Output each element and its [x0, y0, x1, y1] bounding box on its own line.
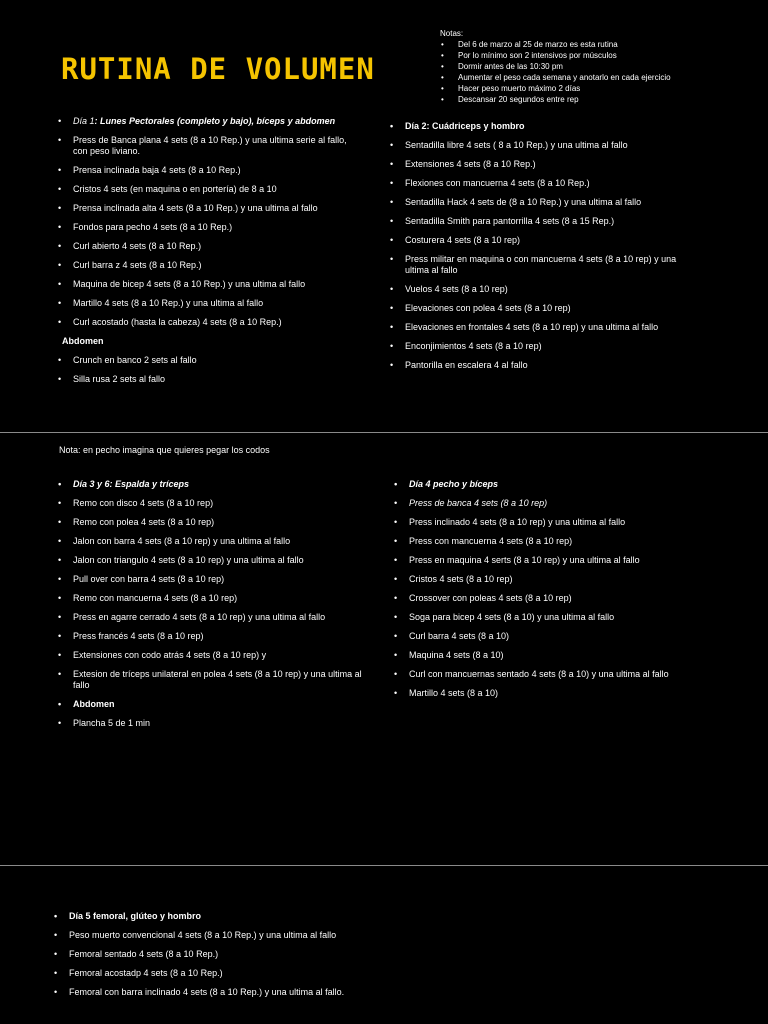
day1-day-label: Día 1 [73, 116, 95, 126]
list-item: • Extensiones 4 sets (8 a 10 Rep.) [389, 159, 699, 170]
note-item: • Aumentar el peso cada semana y anotarlo en cada ejercicio [440, 72, 671, 83]
day1-list [57, 116, 357, 385]
list-item: • Press francés 4 sets (8 a 10 rep) [57, 631, 362, 642]
list-item: • Vuelos 4 sets (8 a 10 rep) [389, 284, 699, 295]
day1-heading [57, 116, 357, 127]
list-item: • Silla rusa 2 sets al fallo [57, 374, 357, 385]
list-item: • Crunch en banco 2 sets al fallo [57, 355, 357, 366]
day4-heading: • Día 4 pecho y bíceps [393, 479, 723, 490]
list-item: • Remo con polea 4 sets (8 a 10 rep) [57, 517, 362, 528]
slide-2 [0, 433, 768, 865]
note-item: • Por lo mínimo son 2 intensivos por músculos [440, 50, 671, 61]
list-item: • Crossover con poleas 4 sets (8 a 10 rep) [393, 593, 723, 604]
list-item: • Press inclinado 4 sets (8 a 10 rep) y una ultima al fallo [393, 517, 723, 528]
day5-heading: • Día 5 femoral, glúteo y hombro [53, 911, 363, 922]
list-item: • Remo con disco 4 sets (8 a 10 rep) [57, 498, 362, 509]
list-item: • Plancha 5 de 1 min [57, 718, 362, 729]
notes-list [440, 39, 671, 105]
list-item: • Martillo 4 sets (8 a 10) [393, 688, 723, 699]
list-item: • Martillo 4 sets (8 a 10 Rep.) y una ultima al fallo [57, 298, 357, 309]
list-item: • Sentadilla Smith para pantorrilla 4 sets (8 a 15 Rep.) [389, 216, 699, 227]
list-item: • Flexiones con mancuerna 4 sets (8 a 10 Rep.) [389, 178, 699, 189]
day1-column [57, 116, 357, 393]
list-item: • Elevaciones con polea 4 sets (8 a 10 rep) [389, 303, 699, 314]
list-item: • Remo con mancuerna 4 sets (8 a 10 rep) [57, 593, 362, 604]
day2-column [389, 121, 699, 379]
note-item: • Descansar 20 segundos entre rep [440, 94, 671, 105]
list-item: • Press militar en maquina o con mancuerna 4 sets (8 a 10 rep) y una ultima al fallo [389, 254, 699, 276]
list-item: • Cristos 4 sets (en maquina o en portería) de 8 a 10 [57, 184, 357, 195]
list-item: • Soga para bicep 4 sets (8 a 10) y una ultima al fallo [393, 612, 723, 623]
list-item: • Costurera 4 sets (8 a 10 rep) [389, 235, 699, 246]
slide-3 [0, 866, 768, 1024]
list-item: • Press de Banca plana 4 sets (8 a 10 Rep.) y una ultima serie al fallo, con peso liviano. [57, 135, 357, 157]
day4-list [393, 479, 723, 699]
list-item: • Press en maquina 4 serts (8 a 10 rep) y una ultima al fallo [393, 555, 723, 566]
day5-column [53, 911, 363, 1006]
day5-list [53, 911, 363, 998]
note-item: • Hacer peso muerto máximo 2 días [440, 83, 671, 94]
list-item: • Press con mancuerna 4 sets (8 a 10 rep) [393, 536, 723, 547]
chest-note: Nota: en pecho imagina que quieres pegar los codos [59, 445, 270, 455]
list-item: • Curl barra z 4 sets (8 a 10 Rep.) [57, 260, 357, 271]
note-item: • Del 6 de marzo al 25 de marzo es esta rutina [440, 39, 671, 50]
list-item: • Peso muerto convencional 4 sets (8 a 10 Rep.) y una ultima al fallo [53, 930, 363, 941]
list-item: • Curl barra 4 sets (8 a 10) [393, 631, 723, 642]
notes-heading: Notas: [440, 29, 464, 38]
list-item: • Curl acostado (hasta la cabeza) 4 sets (8 a 10 Rep.) [57, 317, 357, 328]
slide-1 [0, 0, 768, 432]
list-item: • Prensa inclinada alta 4 sets (8 a 10 Rep.) y una ultima al fallo [57, 203, 357, 214]
list-item: • Jalon con triangulo 4 sets (8 a 10 rep) y una ultima al fallo [57, 555, 362, 566]
list-item: • Enconjimientos 4 sets (8 a 10 rep) [389, 341, 699, 352]
list-item: • Pull over con barra 4 sets (8 a 10 rep) [57, 574, 362, 585]
list-item: • Maquina 4 sets (8 a 10) [393, 650, 723, 661]
day4-column [393, 479, 723, 707]
list-item: • Femoral con barra inclinado 4 sets (8 a 10 Rep.) y una ultima al fallo. [53, 987, 363, 998]
list-item: • Femoral acostadp 4 sets (8 a 10 Rep.) [53, 968, 363, 979]
list-item: • Press en agarre cerrado 4 sets (8 a 10 rep) y una ultima al fallo [57, 612, 362, 623]
list-item: • Pantorilla en escalera 4 al fallo [389, 360, 699, 371]
list-item: • Maquina de bicep 4 sets (8 a 10 Rep.) y una ultima al fallo [57, 279, 357, 290]
list-item: • Sentadilla libre 4 sets ( 8 a 10 Rep.) y una ultima al fallo [389, 140, 699, 151]
notes-box [440, 28, 671, 105]
list-item: • Jalon con barra 4 sets (8 a 10 rep) y una ultima al fallo [57, 536, 362, 547]
day2-list [389, 121, 699, 371]
routine-title: RUTINA DE VOLUMEN [61, 52, 375, 86]
abdomen-label: Abdomen [62, 336, 104, 346]
list-item: • Press de banca 4 sets (8 a 10 rep) [393, 498, 723, 509]
list-item: • Sentadilla Hack 4 sets de (8 a 10 Rep.) y una ultima al fallo [389, 197, 699, 208]
day36-heading: • Día 3 y 6: Espalda y tríceps [57, 479, 362, 490]
list-item: • Curl abierto 4 sets (8 a 10 Rep.) [57, 241, 357, 252]
list-item: • Cristos 4 sets (8 a 10 rep) [393, 574, 723, 585]
list-item: • Prensa inclinada baja 4 sets (8 a 10 Rep.) [57, 165, 357, 176]
note-item: • Dormir antes de las 10:30 pm [440, 61, 671, 72]
list-item: • Extesion de tríceps unilateral en polea 4 sets (8 a 10 rep) y una ultima al fallo [57, 669, 362, 691]
day2-heading: • Día 2: Cuádriceps y hombro [389, 121, 699, 132]
list-item: • Fondos para pecho 4 sets (8 a 10 Rep.) [57, 222, 357, 233]
list-item: • Elevaciones en frontales 4 sets (8 a 10 rep) y una ultima al fallo [389, 322, 699, 333]
day1-heading-rest: : Lunes Pectorales (completo y bajo), bíceps y abdomen [94, 116, 336, 126]
day36-column [57, 479, 362, 737]
list-item: • Extensiones con codo atrás 4 sets (8 a 10 rep) y [57, 650, 362, 661]
list-item: • Curl con mancuernas sentado 4 sets (8 a 10) y una ultima al fallo [393, 669, 723, 680]
list-item: • Femoral sentado 4 sets (8 a 10 Rep.) [53, 949, 363, 960]
day36-list [57, 479, 362, 729]
abdomen-label: • Abdomen [57, 699, 362, 710]
